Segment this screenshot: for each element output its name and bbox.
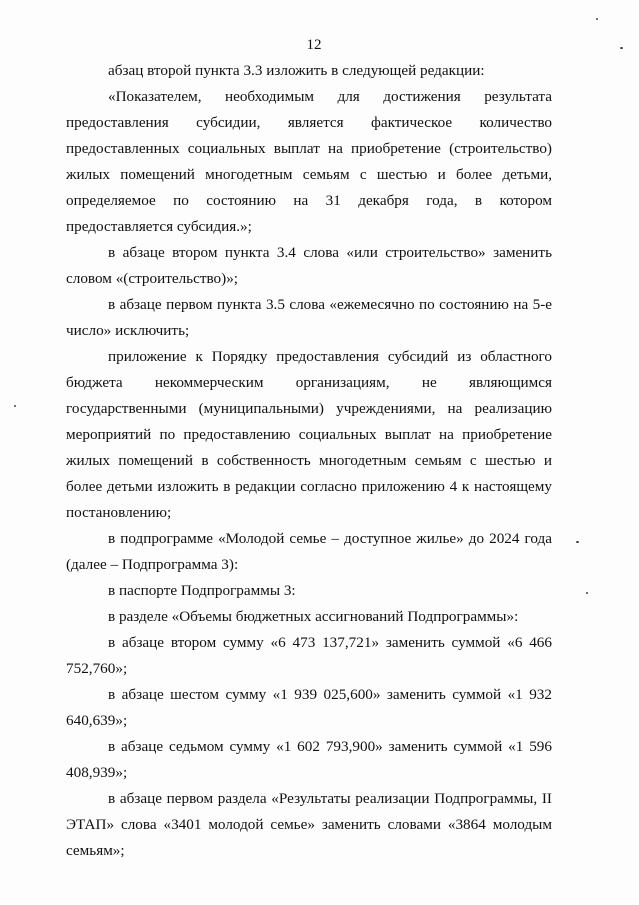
scan-speck (576, 541, 579, 543)
paragraph-11: в абзаце седьмом сумму «1 602 793,900» заменить суммой «1 596 408,939»; (66, 738, 552, 781)
paragraph-2: «Показателем, необходимым для достижения результата предоставления субсидии, является фактическое количество предоставленных социальных выплат на приобретение (строительство) жилых помещений многодетным семьям с шестью и более детьми, определяемое по состоянию на 31 декабря года, в котором предоставляется субсидия.»; (66, 88, 552, 235)
paragraph-3: в абзаце втором пункта 3.4 слова «или строительство» заменить словом «(строительство)»; (66, 244, 552, 287)
scan-speck (586, 592, 588, 594)
page-number: 12 (306, 37, 322, 53)
paragraph-10: в абзаце шестом сумму «1 939 025,600» заменить суммой «1 932 640,639»; (66, 686, 552, 729)
scan-speck (620, 47, 623, 49)
paragraph-5: приложение к Порядку предоставления субсидий из областного бюджета некоммерческим организациям, не являющимся государственными (муниципальными) учреждениями, на реализацию мероприятий по предоставлению социальных выплат на приобретение жилых помещений в собственность многодетным семьям с шестью и более детьми изложить в редакции согласно приложению 4 к настоящему постановлению; (66, 348, 552, 521)
paragraph-4: в абзаце первом пункта 3.5 слова «ежемесячно по состоянию на 5-е число» исключить; (66, 296, 552, 339)
scan-speck (14, 405, 16, 407)
paragraph-9: в абзаце втором сумму «6 473 137,721» заменить суммой «6 466 752,760»; (66, 634, 552, 677)
paragraph-1: абзац второй пункта 3.3 изложить в следующей редакции: (108, 62, 485, 79)
paragraph-7: в паспорте Подпрограммы 3: (108, 582, 296, 599)
paragraph-8: в разделе «Объемы бюджетных ассигнований Подпрограммы»: (108, 608, 519, 625)
scan-speck (596, 18, 598, 20)
paragraph-12: в абзаце первом раздела «Результаты реализации Подпрограммы, II ЭТАП» слова «3401 молодой семье» заменить словами «3864 молодым семьям»; (66, 790, 552, 859)
document-body (66, 58, 552, 864)
paragraph-6: в подпрограмме «Молодой семье – доступное жилье» до 2024 года (далее – Подпрограмма 3): (66, 530, 552, 573)
